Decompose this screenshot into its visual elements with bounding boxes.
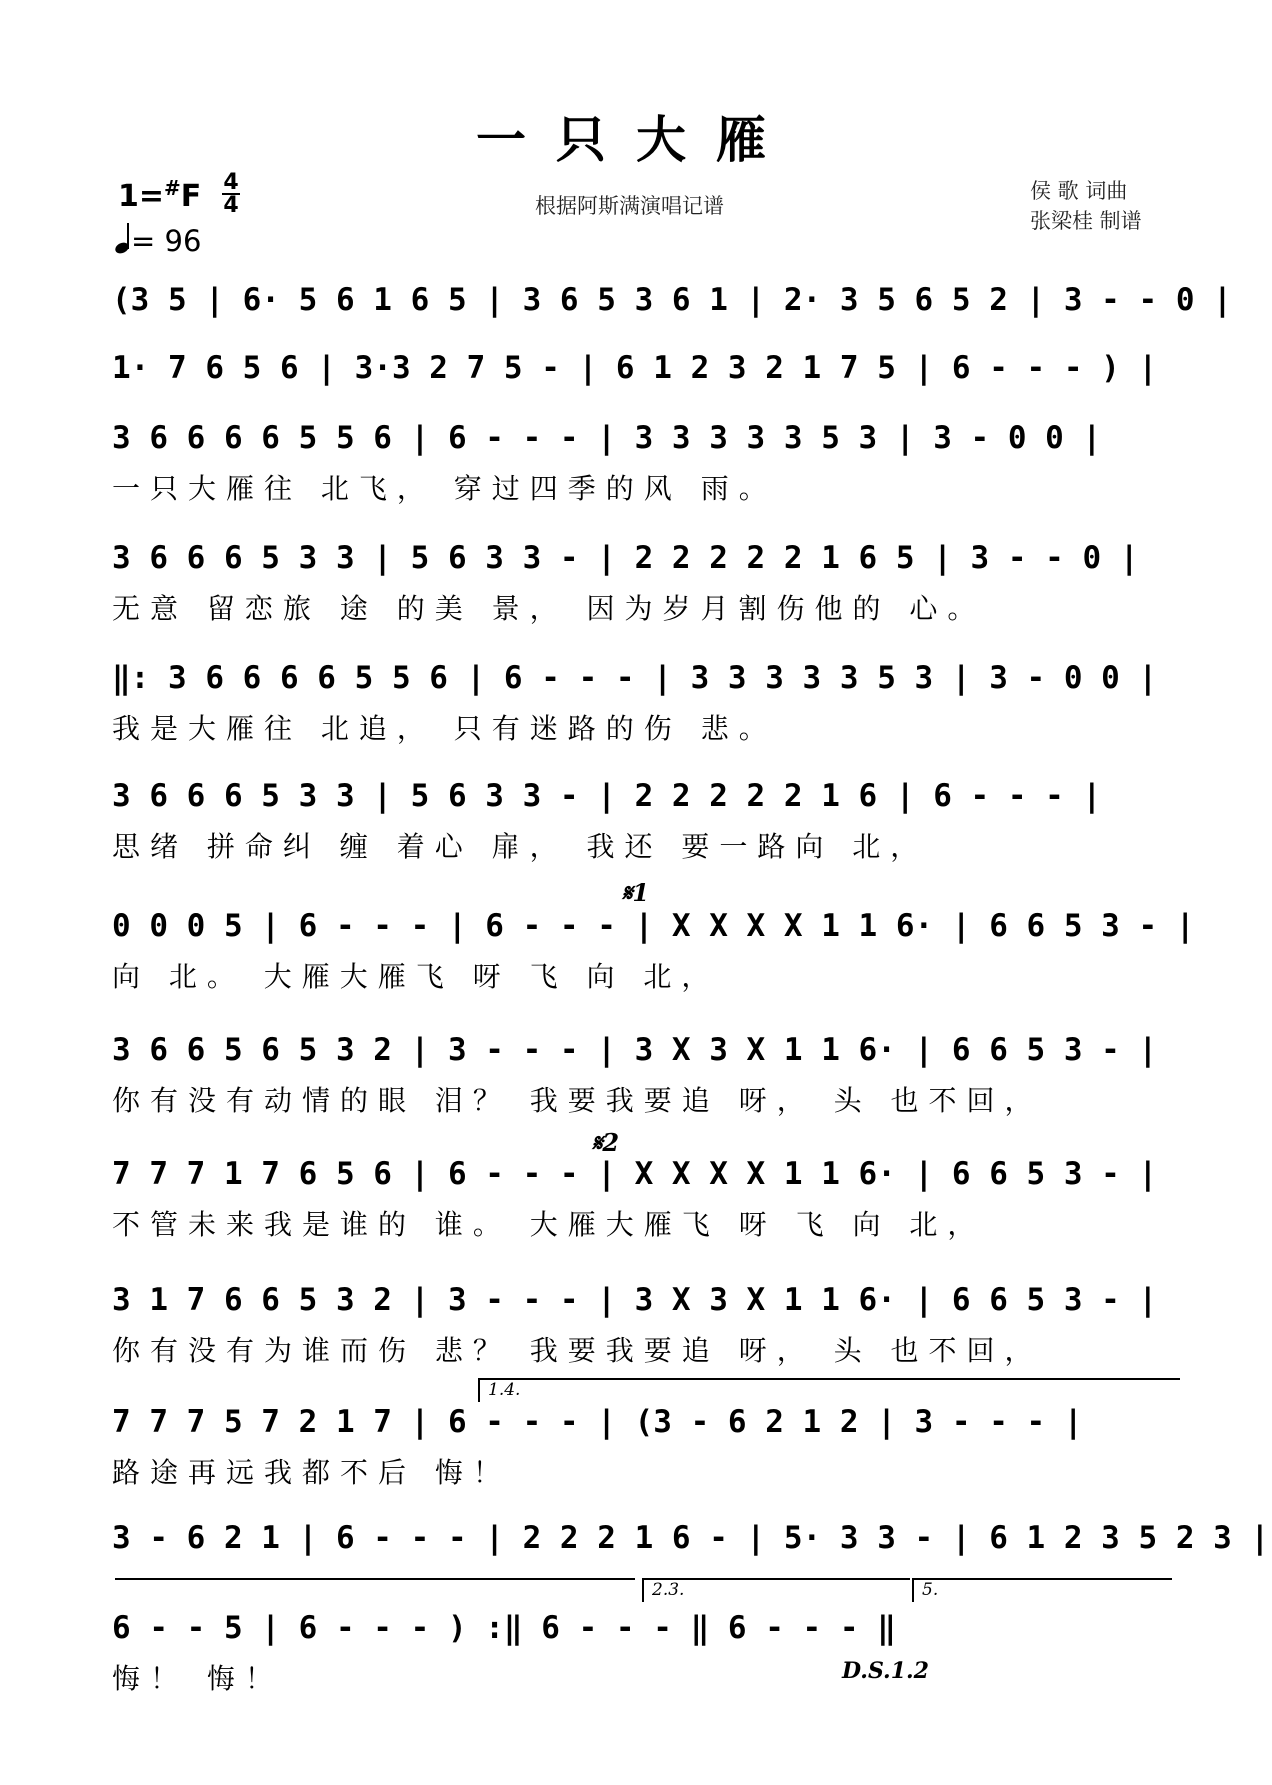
time-denominator: 4 [223, 193, 239, 218]
notation-line: 3 6 6 6 5 3 3 | 5 6 3 3 - | 2 2 2 2 2 1 6 | 6 - - - | [112, 778, 1102, 814]
notation-line: 7 7 7 5 7 2 1 7 | 6 - - - | (3 - 6 2 1 2 | 3 - - - | [112, 1404, 1083, 1440]
time-numerator: 4 [223, 170, 239, 195]
lyrics-line: 我是大雁往 北追， 只有迷路的伤 悲。 [112, 712, 777, 745]
notation-line: 0 0 0 5 | 6 - - - | 6 - - - | X X X X 1 1 6· | 6 6 5 3 - | [112, 908, 1195, 944]
time-signature [220, 172, 242, 216]
credit-lyricist: 侯 歌 词曲 [1030, 179, 1128, 203]
tempo-marking [115, 224, 201, 258]
sharp-sign: # [164, 176, 181, 200]
notation-line: 6 - - 5 | 6 - - - ) :‖ 6 - - - ‖ 6 - - - ‖ [112, 1610, 896, 1646]
volta-bracket-1: 1.4. [478, 1378, 1180, 1402]
volta-bracket-2: 2.3. [642, 1578, 910, 1602]
segno-marker-1: 𝄋1 [622, 878, 650, 907]
credit-transcriber: 张梁桂 制谱 [1030, 209, 1142, 233]
lyrics-line: 无意 留恋旅 途 的美 景， 因为岁月割伤他的 心。 [112, 592, 986, 625]
ds-marking: D.S.1.2 [842, 1658, 929, 1684]
lyrics-line: 不管未来我是谁的 谁。 大雁大雁飞 呀 飞 向 北， [112, 1208, 986, 1241]
key-label: 1= [118, 179, 165, 214]
notation-line: 7 7 7 1 7 6 5 6 | 6 - - - | X X X X 1 1 6· | 6 6 5 3 - | [112, 1156, 1158, 1192]
notation-line: 3 6 6 6 6 5 5 6 | 6 - - - | 3 3 3 3 3 5 3 | 3 - 0 0 | [112, 420, 1102, 456]
lyrics-line: 路途再远我都不后 悔！ [112, 1456, 511, 1489]
lyrics-line: 悔！ 悔！ [112, 1662, 283, 1695]
note-stem [127, 223, 129, 249]
volta-bracket-3: 5. [912, 1578, 1172, 1602]
lyrics-line: 一只大雁往 北飞， 穿过四季的风 雨。 [112, 472, 777, 505]
lyrics-line: 思绪 拼命纠 缠 着心 扉， 我还 要一路向 北， [112, 830, 929, 863]
notation-line: 3 1 7 6 6 5 3 2 | 3 - - - | 3 X 3 X 1 1 6· | 6 6 5 3 - | [112, 1282, 1158, 1318]
credits [1030, 176, 1142, 236]
segno-marker-2: 𝄋2 [592, 1128, 620, 1157]
lyrics-line: 你有没有动情的眼 泪？ 我要我要追 呀， 头 也不回， [112, 1084, 1043, 1117]
lyrics-line: 你有没有为谁而伤 悲？ 我要我要追 呀， 头 也不回， [112, 1334, 1043, 1367]
key-signature [118, 176, 201, 214]
lyrics-line: 向 北。 大雁大雁飞 呀 飞 向 北， [112, 960, 720, 993]
notation-line: 1· 7 6 5 6 | 3·3 2 7 5 - | 6 1 2 3 2 1 7 5 | 6 - - - ) | [112, 350, 1158, 386]
subtitle: 根据阿斯满演唱记谱 [535, 194, 724, 218]
notation-line: (3 5 | 6· 5 6 1 6 5 | 3 6 5 3 6 1 | 2· 3 5 6 5 2 | 3 - - 0 | [112, 282, 1232, 318]
notation-line: ‖: 3 6 6 6 6 5 5 6 | 6 - - - | 3 3 3 3 3 5 3 | 3 - 0 0 | [112, 660, 1158, 696]
score-title: 一只大雁 [476, 110, 796, 169]
key-note: F [180, 179, 202, 214]
tempo-value: = 96 [131, 224, 202, 258]
notation-line: 3 6 6 6 5 3 3 | 5 6 3 3 - | 2 2 2 2 2 1 6 5 | 3 - - 0 | [112, 540, 1139, 576]
notation-line: 3 - 6 2 1 | 6 - - - | 2 2 2 1 6 - | 5· 3 3 - | 6 1 2 3 5 2 3 | [112, 1520, 1270, 1556]
notation-line: 3 6 6 5 6 5 3 2 | 3 - - - | 3 X 3 X 1 1 6· | 6 6 5 3 - | [112, 1032, 1158, 1068]
volta-line [115, 1578, 635, 1580]
